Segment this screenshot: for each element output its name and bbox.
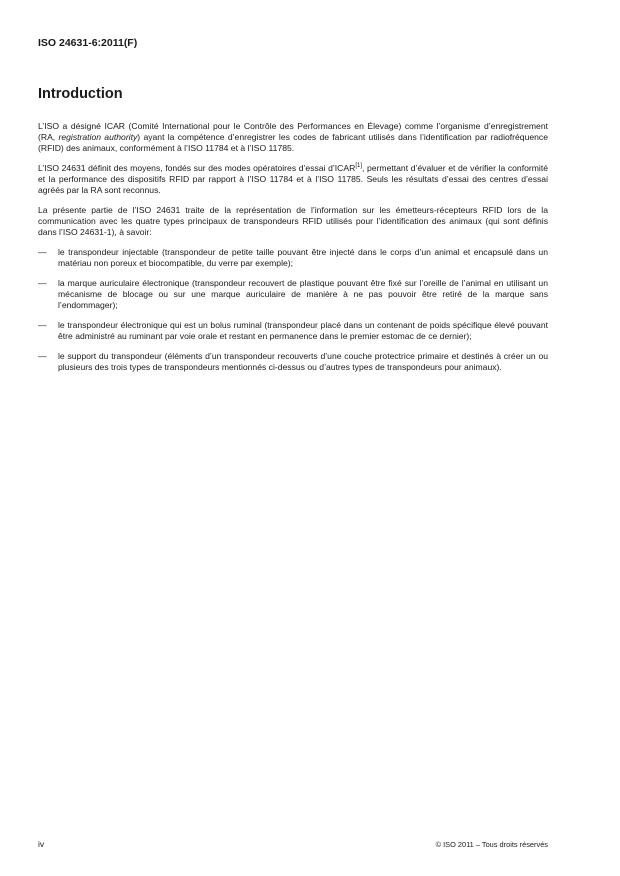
- copyright-notice: © ISO 2011 – Tous droits réservés: [435, 840, 548, 849]
- document-body: [38, 121, 548, 382]
- list-item-text: le transpondeur injectable (transpondeur de petite taille pouvant être injecté dans le corps d’un animal et encapsulé dans un matériau non poreux et biocompatible, du verre par exemple);: [58, 247, 548, 268]
- list-item: [38, 320, 548, 342]
- list-item-text: la marque auriculaire électronique (transpondeur recouvert de plastique pouvant être fixé sur l’oreille de l’animal en utilisant un mécanisme de blocage ou sur une marque auriculaire de manière à ne pas pouvoir être retiré de la marque sans l’endommager);: [58, 278, 548, 310]
- transponder-type-list: [38, 247, 548, 373]
- paragraph-icar-text-c: ) ayant la compétence d’enregistrer les codes de fabricant utilisés dans l’identification par radiofréquence (RFID) des animaux, conformément à l’ISO 11784 et à l’ISO 11785.: [38, 132, 548, 153]
- paragraph-scope: La présente partie de l’ISO 24631 traite de la représentation de l’information sur les émetteurs-récepteurs RFID lors de la communication avec les quatre types principaux de transpondeurs RFID utilisés pour l’identification des animaux (qui sont définis dans l’ISO 24631-1), à savoir:: [38, 205, 548, 237]
- list-item: [38, 351, 548, 373]
- list-item: [38, 278, 548, 311]
- paragraph-iso24631-text-a: L’ISO 24631 définit des moyens, fondés sur des modes opératoires d’essai d’ICAR: [38, 163, 356, 173]
- list-dash: —: [38, 351, 47, 361]
- page-number: iv: [38, 839, 45, 849]
- reference-marker: [1]: [355, 163, 362, 170]
- paragraph-icar-text-a: L’ISO a désigné ICAR (Comité International pour le Contrôle des Performances en Élevage) comme l’organisme d’enregistrement (RA,: [38, 121, 548, 142]
- paragraph-icar-emphasis: registration authority: [58, 132, 138, 142]
- paragraph-icar: [38, 121, 548, 154]
- document-id: ISO 24631-6:2011(F): [38, 37, 138, 49]
- list-item-text: le transpondeur électronique qui est un bolus ruminal (transpondeur placé dans un contenant de poids spécifique élevé pouvant être administré au ruminant par voie orale et restant en permanence dans le premier estomac de ce dernier);: [58, 320, 548, 341]
- list-item-text: le support du transpondeur (éléments d’un transpondeur recouverts d’une couche protectrice primaire et destinés à créer un ou plusieurs des trois types de transpondeurs mentionnés ci-dessus ou d’autres types de transpondeurs pour animaux).: [58, 351, 548, 372]
- list-item: [38, 247, 548, 269]
- list-dash: —: [38, 278, 47, 288]
- paragraph-iso24631: [38, 163, 548, 196]
- paragraph-iso24631-text-b: , permettant d’évaluer et de vérifier la conformité et la performance des dispositifs RFID par rapport à l’ISO 11784 et à l’ISO 11785. Seuls les résultats d’essai des centres d’essai agréés par la RA sont reconnus.: [38, 163, 548, 195]
- list-dash: —: [38, 247, 47, 257]
- list-dash: —: [38, 320, 47, 330]
- section-title: Introduction: [38, 86, 123, 102]
